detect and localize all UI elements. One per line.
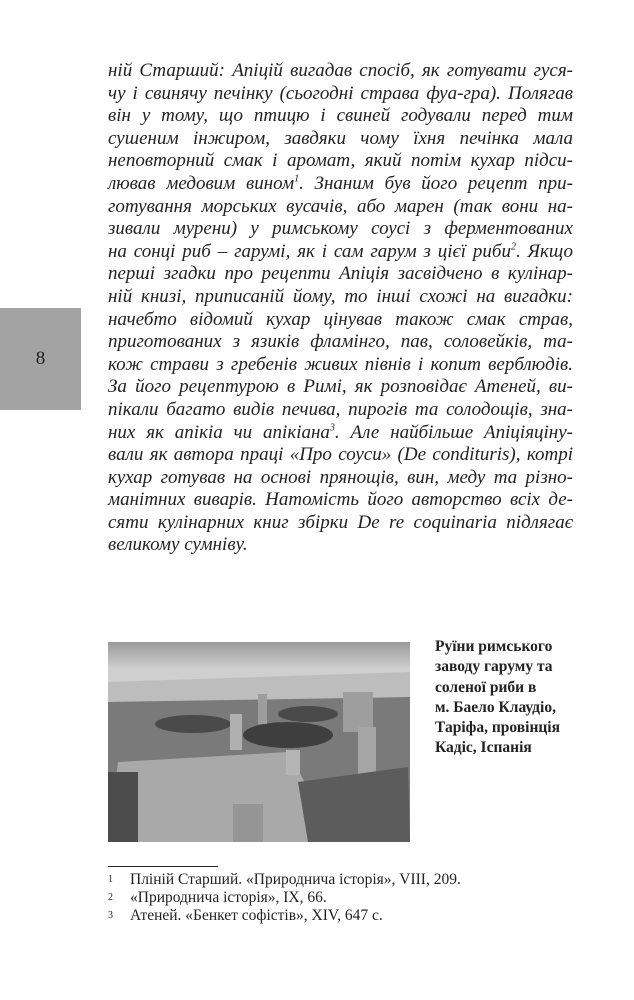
body-line: [108, 105, 573, 128]
footnote-text: «Природнича історія», IX, 66.: [130, 889, 327, 906]
page-number-tab: [0, 308, 81, 410]
body-line: [108, 376, 573, 399]
body-line: [108, 83, 573, 106]
body-line-text: . Але найбільше Апіціяціну-: [334, 421, 573, 443]
body-line-text: чу і свинячу печінку (сьогодні страва фуа-гра). Полягав: [108, 82, 573, 104]
footnote-reference: 1: [294, 173, 300, 185]
footnote: [108, 889, 327, 907]
body-line: [108, 286, 573, 309]
body-line: [108, 309, 573, 332]
body-line: [108, 467, 573, 490]
body-line: [108, 60, 573, 83]
body-line-text: приготованих з язиків фламінго, пав, соловейків, та-: [108, 331, 573, 353]
body-line-text: неповторний смак і аромат, який потім кухар підси-: [108, 150, 573, 172]
caption-line: м. Баело Клаудіо,: [435, 698, 556, 716]
footnote-number: 1: [108, 874, 113, 885]
caption-line: Руїни римського: [435, 638, 553, 655]
body-line: [108, 444, 573, 467]
footnote-number: 2: [108, 892, 113, 903]
body-line: [108, 173, 573, 196]
body-line-text: . Якщо: [515, 240, 574, 262]
body-line-text: За його рецептурою в Римі, як розповідає Атеней, ви-: [108, 376, 573, 398]
body-line: [108, 512, 573, 535]
body-line-text: ній книзі, приписаній йому, то інші схожі на вигадки:: [108, 285, 573, 307]
body-text: [108, 60, 573, 557]
caption-line: Кадіс, Іспанія: [435, 739, 532, 757]
body-line-text: кож страви з гребенів живих півнів і копит верблюдів.: [108, 353, 573, 375]
footnote-reference: 2: [510, 241, 516, 253]
body-line-text: зивали мурени) у римському соусі з ферментованих: [108, 218, 573, 240]
photo-caption: [435, 637, 560, 759]
body-line-text: кухар готував на основі прянощів, вин, меду та різно-: [108, 466, 573, 488]
body-line-text: пікали багато видів печива, пирогів та солодощів, зна-: [108, 398, 573, 420]
body-line: [108, 128, 573, 151]
body-line-text: він у тому, що птицю і свиней годували перед тим: [108, 105, 573, 127]
body-line: [108, 196, 573, 219]
caption-line: соленої риби в: [435, 678, 537, 696]
body-line-text: сяти кулінарних книг збірки De re coquinaria підлягає: [108, 511, 573, 533]
body-line-text: ній Старший: Апіцій вигадав спосіб, як готувати гуся-: [108, 60, 573, 81]
body-line: [108, 489, 573, 512]
body-line: [108, 534, 573, 557]
body-line-text: начебто відомий кухар цінував також смак страв,: [108, 308, 573, 330]
body-line: [108, 218, 573, 241]
body-line: [108, 150, 573, 173]
body-line-text: сушеним інжиром, завдяки чому їхня печінка мала: [108, 127, 573, 149]
footnote-reference: 3: [329, 422, 335, 434]
body-line: [108, 422, 573, 445]
body-line-text: лював медовим вином: [108, 172, 295, 194]
caption-line: Таріфа, провінція: [435, 719, 560, 737]
body-line-text: готування морських вусачів, або марен (так вони на-: [108, 195, 573, 217]
body-line-text: них як апікіа чи апікіана: [108, 421, 330, 443]
footnote-text: Пліній Старший. «Природнича історія», VIII, 209.: [130, 871, 461, 888]
body-line-text: на сонці риб – гарумі, як і сам гарум з цієї риби: [108, 240, 511, 262]
body-line: [108, 354, 573, 377]
footnote: [108, 871, 461, 889]
page-number: 8: [35, 348, 46, 369]
footnote-number: 3: [108, 910, 113, 921]
ruins-photo: [108, 642, 410, 842]
body-line-text: вали як автора праці «Про соуси» (De condituris), котрі: [108, 444, 573, 466]
body-line-text: великому сумніву.: [108, 534, 248, 556]
footnote: [108, 907, 383, 925]
body-line: [108, 241, 573, 264]
caption-line: заводу гаруму та: [435, 658, 553, 676]
body-line: [108, 399, 573, 422]
ruins-image: [108, 642, 410, 842]
footnote-divider: [108, 866, 218, 867]
body-line: [108, 263, 573, 286]
body-line-text: перші згадки про рецепти Апіція засвідчено в кулінар-: [108, 263, 573, 285]
body-line-text: манітних виварів. Натомість його авторство всіх де-: [108, 489, 573, 511]
body-line-text: . Знаним був його рецепт при-: [299, 172, 573, 194]
body-line: [108, 331, 573, 354]
footnote-text: Атеней. «Бенкет софістів», XIV, 647 с.: [130, 907, 383, 924]
